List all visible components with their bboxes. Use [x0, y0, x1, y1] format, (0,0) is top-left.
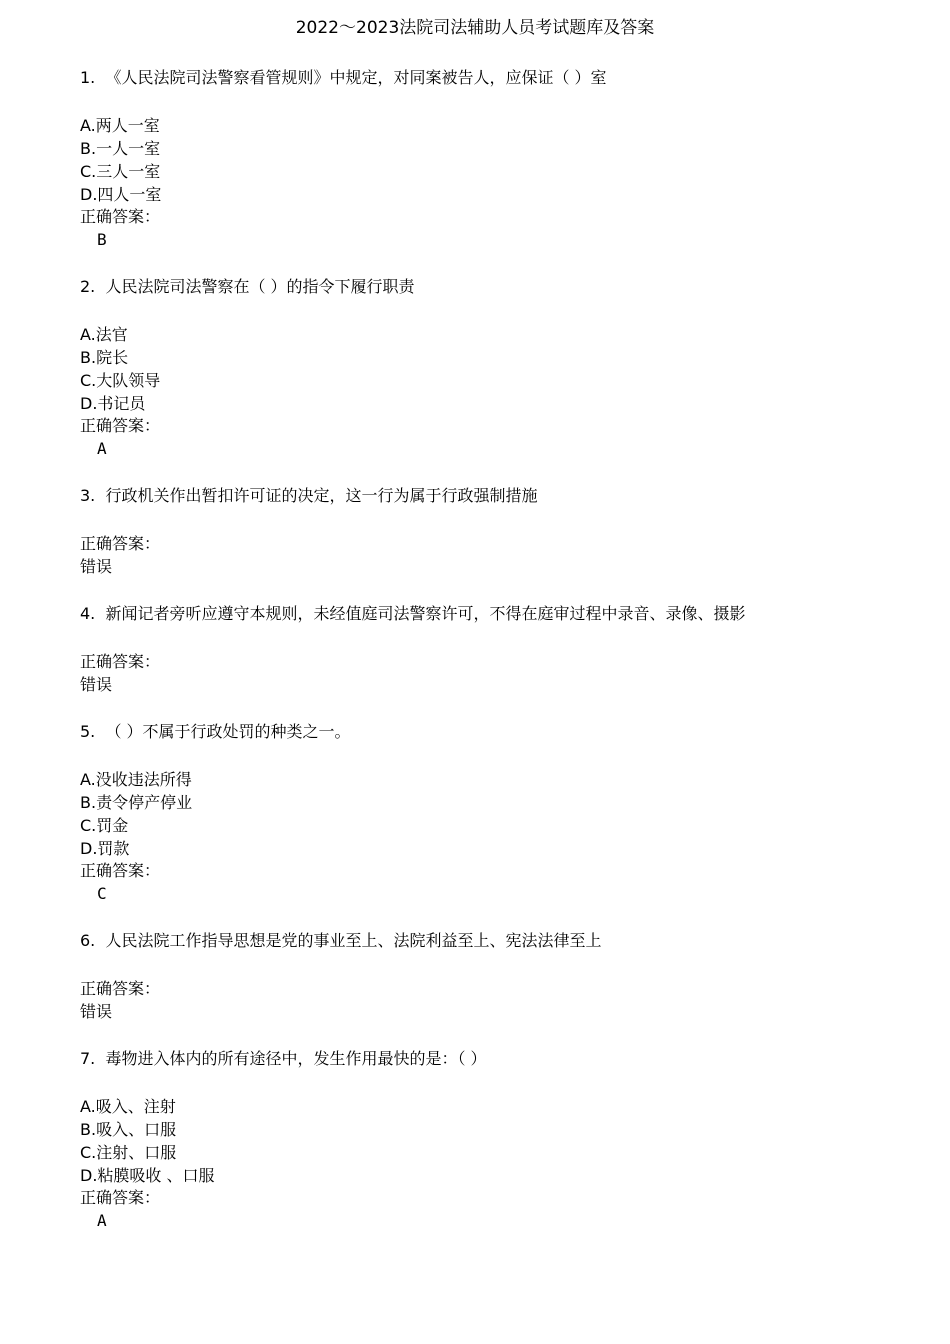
question-stem: 6. 人民法院工作指导思想是党的事业至上、法院利益至上、宪法法律至上 [80, 931, 602, 950]
answer-label: 正确答案： [80, 1188, 161, 1207]
question-stem: 3. 行政机关作出暂扣许可证的决定，这一行为属于行政强制措施 [80, 486, 538, 505]
answer-value: A [97, 439, 107, 458]
option: B.一人一室 [80, 139, 161, 158]
document-title: 2022～2023法院司法辅助人员考试题库及答案 [295, 18, 655, 38]
answer-label: 正确答案： [80, 861, 161, 880]
option: C.注射、口服 [80, 1143, 177, 1162]
question-stem: 1. 《人民法院司法警察看管规则》中规定，对同案被告人，应保证（ ）室 [80, 68, 607, 87]
option: B.吸入、口服 [80, 1120, 177, 1139]
option: B.责令停产停业 [80, 793, 193, 812]
option: D.四人一室 [80, 185, 162, 204]
answer-value: B [97, 230, 107, 249]
question-stem: 7. 毒物进入体内的所有途径中，发生作用最快的是：（ ） [80, 1049, 487, 1068]
option: A.法官 [80, 325, 128, 344]
answer-label: 正确答案： [80, 979, 161, 998]
option: A.吸入、注射 [80, 1097, 176, 1116]
option: C.三人一室 [80, 162, 161, 181]
answer-value: 错误 [80, 1002, 113, 1021]
answer-value: 错误 [80, 557, 113, 576]
option: D.书记员 [80, 394, 146, 413]
question-stem: 5. （ ）不属于行政处罚的种类之一。 [80, 722, 351, 741]
answer-value: 错误 [80, 675, 113, 694]
question-stem: 2. 人民法院司法警察在（ ）的指令下履行职责 [80, 277, 415, 296]
option: C.罚金 [80, 816, 129, 835]
answer-label: 正确答案： [80, 207, 161, 226]
question-stem: 4. 新闻记者旁听应遵守本规则，未经值庭司法警察许可，不得在庭审过程中录音、录像、摄影 [80, 604, 746, 623]
option: A.两人一室 [80, 116, 160, 135]
option: D.粘膜吸收 、口服 [80, 1166, 215, 1185]
answer-label: 正确答案： [80, 652, 161, 671]
answer-label: 正确答案： [80, 534, 161, 553]
answer-label: 正确答案： [80, 416, 161, 435]
option: A.没收违法所得 [80, 770, 192, 789]
option: D.罚款 [80, 839, 130, 858]
answer-value: A [97, 1211, 107, 1230]
option: C.大队领导 [80, 371, 161, 390]
answer-value: C [97, 884, 107, 903]
option: B.院长 [80, 348, 129, 367]
